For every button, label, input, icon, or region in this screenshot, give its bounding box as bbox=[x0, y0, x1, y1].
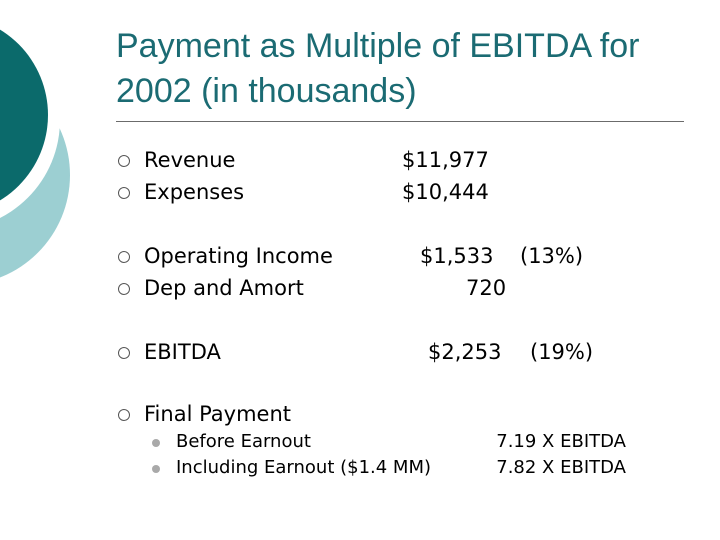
sub-item-label: Before Earnout bbox=[176, 431, 311, 452]
item-value: $1,533 bbox=[420, 244, 494, 268]
sub-item-value: 7.19 X EBITDA bbox=[496, 431, 626, 452]
hollow-circle-bullet-icon bbox=[118, 187, 130, 199]
item-label: Dep and Amort bbox=[144, 276, 304, 300]
hollow-circle-bullet-icon bbox=[118, 283, 130, 295]
hollow-circle-bullet-icon bbox=[118, 251, 130, 263]
filled-dot-bullet-icon bbox=[152, 465, 160, 473]
sub-item-label: Including Earnout ($1.4 MM) bbox=[176, 457, 432, 478]
item-label: Revenue bbox=[144, 148, 236, 172]
hollow-circle-bullet-icon bbox=[118, 155, 130, 167]
hollow-circle-bullet-icon bbox=[118, 409, 130, 421]
decorative-circles bbox=[0, 0, 100, 300]
item-label: EBITDA bbox=[144, 340, 221, 364]
filled-dot-bullet-icon bbox=[152, 439, 160, 447]
title-line-2: 2002 (in thousands) bbox=[116, 72, 417, 110]
title-line-1: Payment as Multiple of EBITDA for bbox=[116, 27, 640, 65]
title-divider bbox=[116, 121, 684, 122]
item-value: $2,253 bbox=[428, 340, 502, 364]
item-label: Final Payment bbox=[144, 402, 292, 426]
hollow-circle-bullet-icon bbox=[118, 347, 130, 359]
item-value: 720 bbox=[466, 276, 507, 300]
item-value: $10,444 bbox=[402, 180, 489, 204]
slide-title bbox=[116, 24, 706, 114]
item-value: $11,977 bbox=[402, 148, 489, 172]
item-label: Expenses bbox=[144, 180, 245, 204]
item-percent: (19%) bbox=[530, 340, 594, 364]
item-percent: (13%) bbox=[520, 244, 584, 268]
item-label: Operating Income bbox=[144, 244, 333, 268]
sub-item-value: 7.82 X EBITDA bbox=[496, 457, 626, 478]
